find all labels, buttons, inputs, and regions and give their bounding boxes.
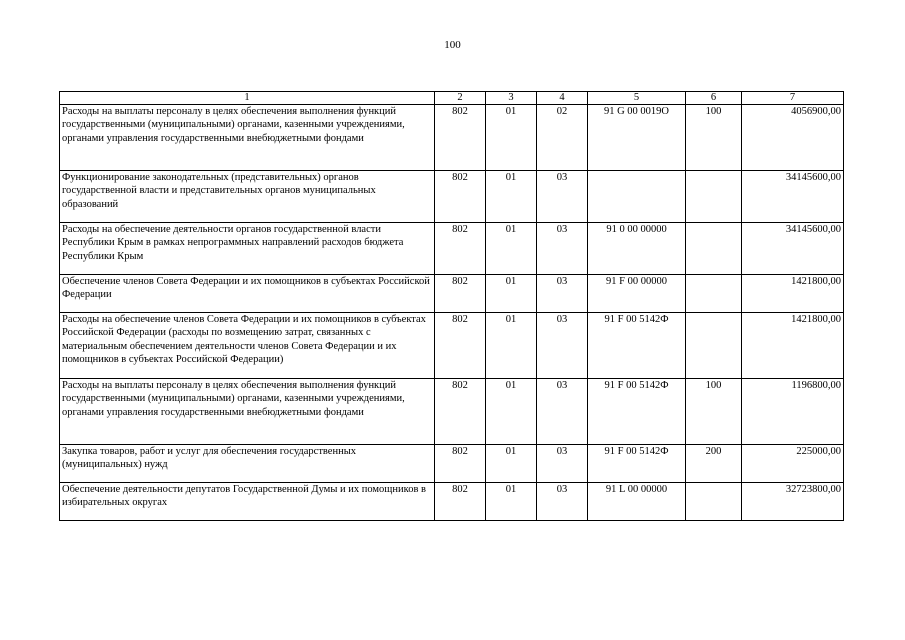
subsection-code: 03: [537, 171, 588, 223]
expense-type: [686, 223, 742, 275]
expense-type: [686, 313, 742, 379]
grbs-code: 802: [435, 105, 486, 171]
target-article: 91 F 00 00000: [588, 275, 686, 313]
table-row: [60, 171, 844, 223]
page-number: 100: [444, 39, 461, 51]
amount: 32723800,00: [742, 483, 844, 521]
section-code: 01: [486, 275, 537, 313]
table-row: [60, 223, 844, 275]
column-number-row: [60, 92, 844, 105]
column-header: 1: [60, 92, 435, 105]
target-article: 91 F 00 5142Ф: [588, 445, 686, 483]
section-code: 01: [486, 483, 537, 521]
amount: 34145600,00: [742, 171, 844, 223]
amount: 1421800,00: [742, 313, 844, 379]
target-article: [588, 171, 686, 223]
amount: 1196800,00: [742, 379, 844, 445]
subsection-code: 03: [537, 223, 588, 275]
expense-name: Функционирование законодательных (представительных) органов государственной власти и представительных органов муниципальных образований: [60, 171, 435, 223]
grbs-code: 802: [435, 275, 486, 313]
section-code: 01: [486, 445, 537, 483]
subsection-code: 03: [537, 483, 588, 521]
expense-name: Расходы на выплаты персоналу в целях обеспечения выполнения функций государственными (муниципальными) органами, казенными учреждениями, органами управления государственными внебюджетными фондами: [60, 105, 435, 171]
grbs-code: 802: [435, 223, 486, 275]
subsection-code: 03: [537, 275, 588, 313]
column-header: 2: [435, 92, 486, 105]
amount: 34145600,00: [742, 223, 844, 275]
expense-name: Обеспечение членов Совета Федерации и их помощников в субъектах Российской Федерации: [60, 275, 435, 313]
table-row: [60, 105, 844, 171]
section-code: 01: [486, 171, 537, 223]
subsection-code: 02: [537, 105, 588, 171]
section-code: 01: [486, 313, 537, 379]
subsection-code: 03: [537, 445, 588, 483]
target-article: 91 G 00 0019O: [588, 105, 686, 171]
expense-type: 100: [686, 105, 742, 171]
target-article: 91 L 00 00000: [588, 483, 686, 521]
expense-type: [686, 275, 742, 313]
expense-type: 200: [686, 445, 742, 483]
section-code: 01: [486, 105, 537, 171]
column-header: 3: [486, 92, 537, 105]
expense-name: Расходы на обеспечение членов Совета Федерации и их помощников в субъектах Российской Федерации (расходы по возмещению затрат, связанных с материальным обеспечением деятельности членов Совета Федерации и их помощников в субъектах Российской Федерации): [60, 313, 435, 379]
column-header: 6: [686, 92, 742, 105]
grbs-code: 802: [435, 445, 486, 483]
subsection-code: 03: [537, 379, 588, 445]
amount: 4056900,00: [742, 105, 844, 171]
table-row: [60, 445, 844, 483]
expense-name: Обеспечение деятельности депутатов Государственной Думы и их помощников в избирательных округах: [60, 483, 435, 521]
expense-name: Закупка товаров, работ и услуг для обеспечения государственных (муниципальных) нужд: [60, 445, 435, 483]
expense-name: Расходы на обеспечение деятельности органов государственной власти Республики Крым в рамках непрограммных направлений расходов бюджета Республики Крым: [60, 223, 435, 275]
column-header: 5: [588, 92, 686, 105]
subsection-code: 03: [537, 313, 588, 379]
expense-type: [686, 483, 742, 521]
grbs-code: 802: [435, 171, 486, 223]
table-row: [60, 275, 844, 313]
target-article: 91 F 00 5142Ф: [588, 379, 686, 445]
column-header: 7: [742, 92, 844, 105]
grbs-code: 802: [435, 379, 486, 445]
expense-type: 100: [686, 379, 742, 445]
section-code: 01: [486, 379, 537, 445]
expense-type: [686, 171, 742, 223]
grbs-code: 802: [435, 313, 486, 379]
target-article: 91 0 00 00000: [588, 223, 686, 275]
expense-name: Расходы на выплаты персоналу в целях обеспечения выполнения функций государственными (муниципальными) органами, казенными учреждениями, органами управления государственными внебюджетными фондами: [60, 379, 435, 445]
table-row: [60, 483, 844, 521]
table-row: [60, 313, 844, 379]
amount: 225000,00: [742, 445, 844, 483]
target-article: 91 F 00 5142Ф: [588, 313, 686, 379]
budget-table: [59, 91, 844, 521]
section-code: 01: [486, 223, 537, 275]
column-header: 4: [537, 92, 588, 105]
amount: 1421800,00: [742, 275, 844, 313]
table-row: [60, 379, 844, 445]
grbs-code: 802: [435, 483, 486, 521]
